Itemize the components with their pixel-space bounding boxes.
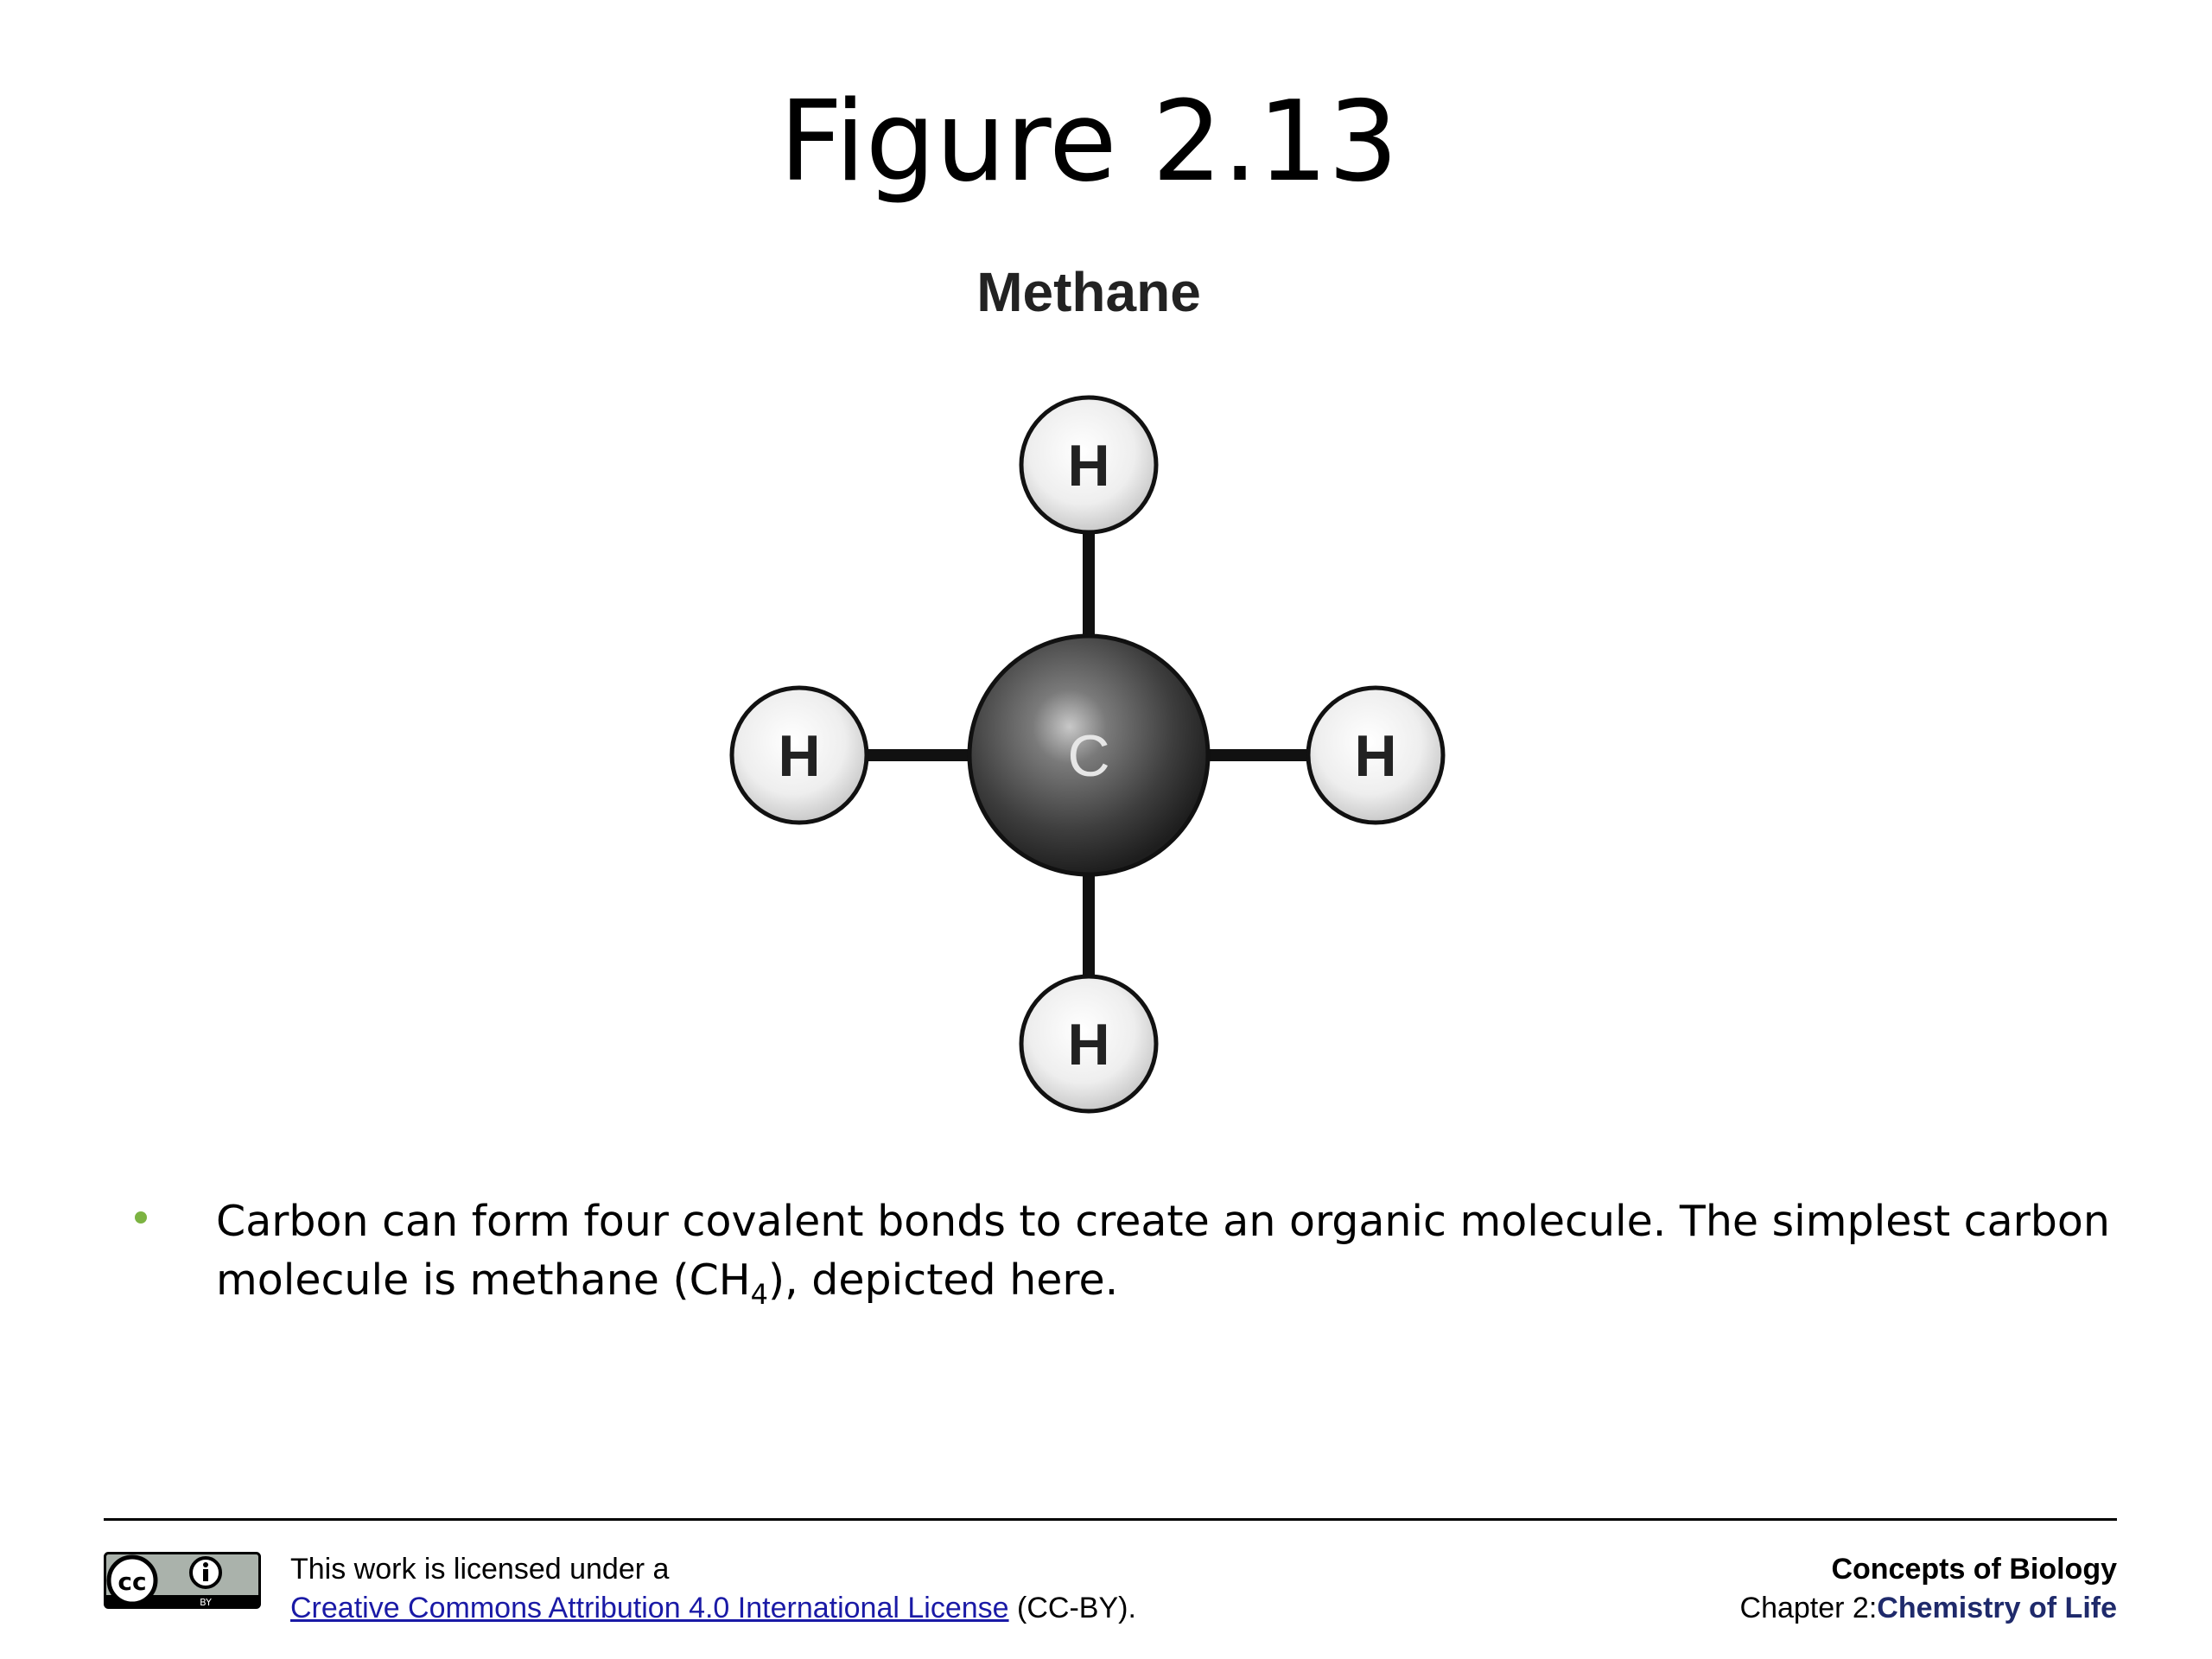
license-line [290,1589,1136,1628]
bullet-text-main: Carbon can form four covalent bonds to create an organic molecule. The simplest carbon molecule is methane (CH [216,1197,2110,1305]
formula-subscript: 4 [750,1277,769,1311]
slide-title: Figure 2.13 [779,78,1399,207]
chapter-line [1740,1589,2117,1628]
figure-title: Methane [976,261,1201,323]
hydrogen-atom-left [732,688,867,823]
methane-figure [709,259,1469,1141]
license-intro: This work is licensed under a [290,1553,670,1586]
hydrogen-atom-bottom [1021,976,1156,1111]
carbon-label: C [1067,723,1110,789]
methane-diagram [709,259,1469,1141]
chapter-prefix: Chapter 2: [1739,1592,1878,1624]
license-link[interactable]: Creative Commons Attribution 4.0 International License [290,1592,1009,1624]
hydrogen-label: H [778,723,821,789]
bullet-marker [135,1211,147,1224]
badge-by-label: BY [200,1597,212,1608]
chapter-name: Chemistry of Life [1877,1592,2117,1624]
bullet-text [216,1192,2117,1310]
license-suffix: (CC-BY). [1008,1592,1136,1624]
book-info [1740,1550,2117,1628]
license-notice [290,1550,1136,1628]
cc-by-icon[interactable] [104,1552,261,1609]
footer-divider [104,1518,2117,1521]
hydrogen-label: H [1067,1012,1110,1077]
hydrogen-atom-top [1021,397,1156,532]
hydrogen-label: H [1354,723,1397,789]
book-title: Concepts of Biology [1831,1553,2117,1586]
carbon-atom [969,636,1208,874]
hydrogen-atom-right [1308,688,1443,823]
bullet-text-end: ), depicted here. [768,1255,1119,1305]
hydrogen-label: H [1067,433,1110,499]
cc-by-badge-graphic [104,1552,261,1609]
svg-text:cc: cc [118,1567,147,1596]
